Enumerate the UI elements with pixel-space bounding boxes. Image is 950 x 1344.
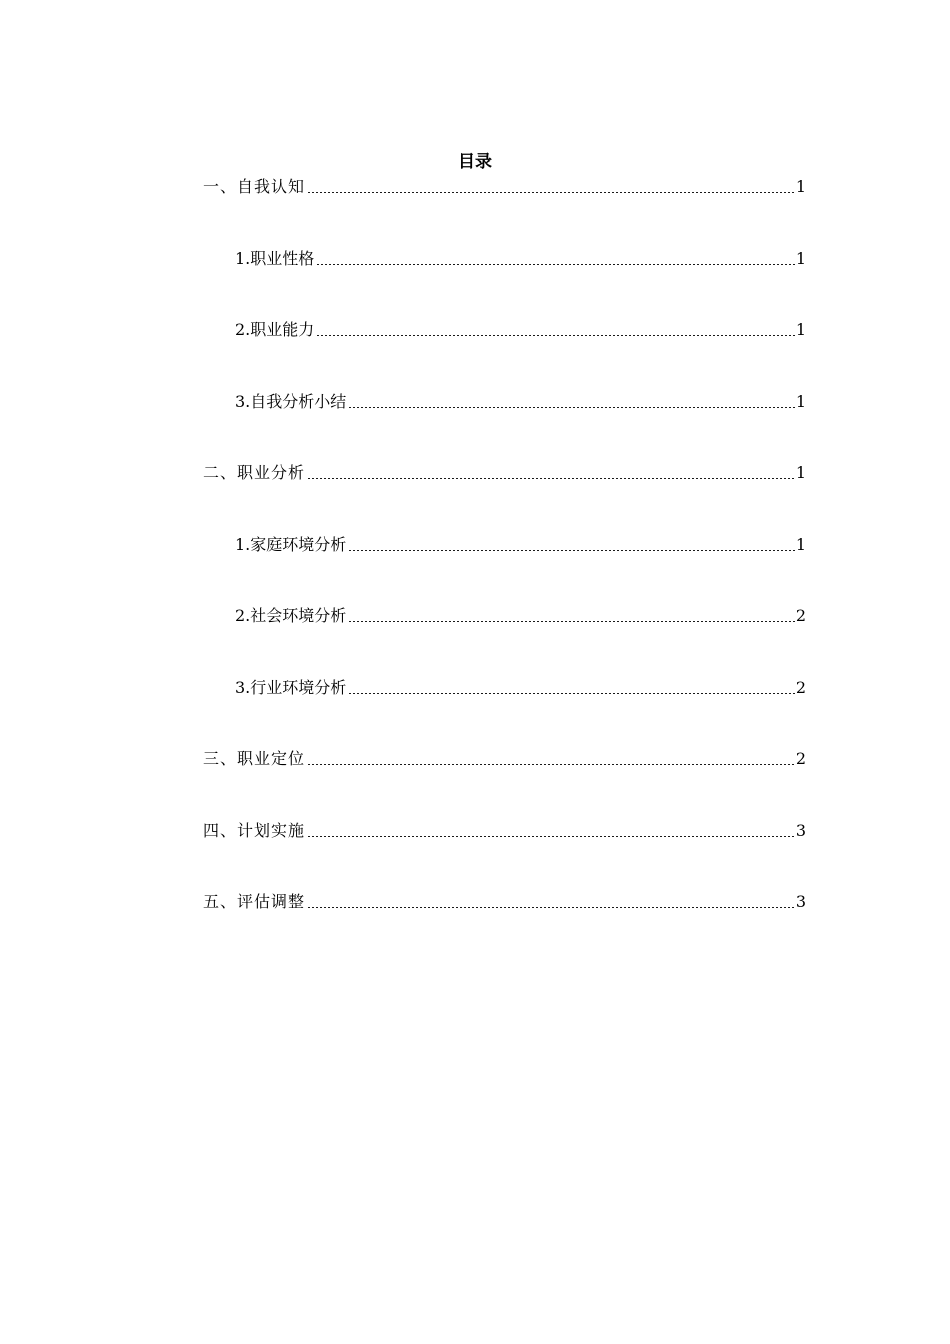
toc-entry-label: 四、计划实施 [203, 821, 306, 840]
toc-entry-self-analysis-summary[interactable] [235, 390, 806, 414]
toc-page-number: 2 [795, 678, 806, 697]
toc-page-number: 3 [795, 821, 806, 840]
toc-entry-label: 二、职业分析 [203, 463, 306, 482]
toc-page-number: 1 [795, 535, 806, 554]
toc-dot-leader [348, 621, 795, 622]
toc-entry-label: 一、自我认知 [203, 177, 306, 196]
toc-entry-family-environment[interactable] [235, 533, 806, 557]
toc-page-number: 1 [795, 249, 806, 268]
toc-entry-plan-implementation[interactable] [203, 819, 806, 843]
toc-dot-leader [307, 907, 795, 908]
toc-page-number: 2 [795, 606, 806, 625]
toc-entry-career-analysis[interactable] [203, 461, 806, 485]
toc-dot-leader [307, 478, 795, 479]
toc-entry-label: 五、评估调整 [203, 892, 306, 911]
toc-entry-label: 2.职业能力 [235, 320, 315, 339]
toc-entry-label: 三、职业定位 [203, 749, 306, 768]
toc-entry-label: 3.行业环境分析 [235, 678, 347, 697]
toc-page-number: 1 [795, 463, 806, 482]
toc-entry-label: 1.职业性格 [235, 249, 315, 268]
toc-dot-leader [316, 335, 795, 336]
toc-dot-leader [307, 192, 795, 193]
toc-entry-evaluation-adjustment[interactable] [203, 890, 806, 914]
toc-entry-social-environment[interactable] [235, 604, 806, 628]
toc-dot-leader [348, 693, 795, 694]
toc-entry-label: 1.家庭环境分析 [235, 535, 347, 554]
toc-entry-career-personality[interactable] [235, 247, 806, 271]
toc-dot-leader [348, 550, 795, 551]
toc-entry-career-positioning[interactable] [203, 747, 806, 771]
toc-page-number: 3 [795, 892, 806, 911]
toc-page-number: 2 [795, 749, 806, 768]
toc-entry-label: 2.社会环境分析 [235, 606, 347, 625]
toc-title: 目录 [458, 152, 492, 172]
toc-page-number: 1 [795, 320, 806, 339]
toc-entry-label: 3.自我分析小结 [235, 392, 347, 411]
toc-dot-leader [307, 764, 795, 765]
toc-page-number: 1 [795, 177, 806, 196]
toc-dot-leader [307, 836, 795, 837]
toc-dot-leader [348, 407, 795, 408]
toc-entry-self-awareness[interactable] [203, 175, 806, 199]
toc-entry-industry-environment[interactable] [235, 676, 806, 700]
toc-entry-career-ability[interactable] [235, 318, 806, 342]
toc-page-number: 1 [795, 392, 806, 411]
toc-dot-leader [316, 264, 795, 265]
